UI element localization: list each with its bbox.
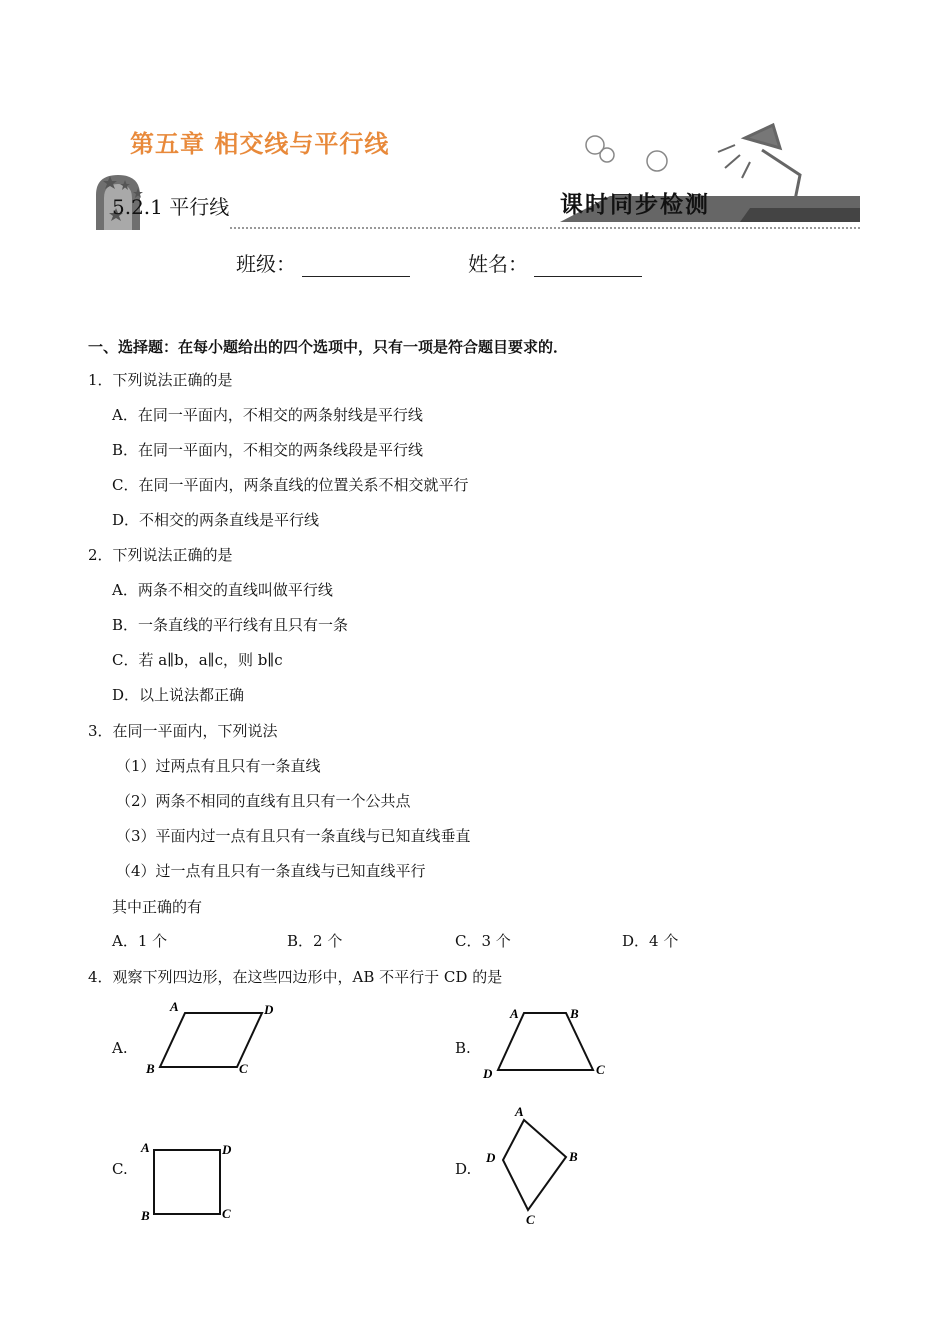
- vertex-label: A: [170, 999, 179, 1014]
- banner-title: 课时同步检测: [560, 191, 710, 218]
- question-2-option-a[interactable]: A．两条不相交的直线叫做平行线: [112, 581, 333, 599]
- vertex-label: A: [141, 1140, 150, 1155]
- section-heading: 一、选择题：在每小题给出的四个选项中，只有一项是符合题目要求的．: [88, 338, 569, 356]
- vertex-label: D: [486, 1150, 496, 1165]
- class-label: 班级：: [236, 252, 296, 276]
- question-2-option-b[interactable]: B．一条直线的平行线有且只有一条: [112, 616, 349, 634]
- section-title: 5.2.1 平行线: [112, 195, 230, 219]
- question-1-option-a[interactable]: A．在同一平面内，不相交的两条射线是平行线: [112, 406, 423, 424]
- question-2-stem: 2．下列说法正确的是: [88, 546, 233, 564]
- bubble-icon: [647, 151, 667, 171]
- vertex-label: C: [239, 1061, 248, 1076]
- question-4-option-d[interactable]: D.: [455, 1160, 472, 1178]
- question-4-stem: 4．观察下列四边形，在这些四边形中，AB 不平行于 CD 的是: [88, 968, 503, 986]
- vertex-label: C: [596, 1062, 605, 1077]
- vertex-label: A: [510, 1006, 519, 1021]
- question-1-option-d[interactable]: D．不相交的两条直线是平行线: [112, 511, 320, 529]
- class-field: [236, 248, 410, 277]
- name-field: [468, 248, 642, 277]
- desk-lamp-icon: [718, 125, 800, 200]
- question-3-statement-3: （3）平面内过一点有且只有一条直线与已知直线垂直: [116, 827, 471, 845]
- vertex-label: D: [483, 1066, 493, 1081]
- figure-a-parallelogram: [140, 995, 280, 1080]
- vertex-label: D: [264, 1002, 274, 1017]
- question-4-option-b[interactable]: B.: [455, 1039, 471, 1057]
- class-blank[interactable]: [302, 256, 410, 277]
- bubble-icon: [600, 148, 614, 162]
- question-3-statement-4: （4）过一点有且只有一条直线与已知直线平行: [116, 862, 426, 880]
- question-2-option-d[interactable]: D．以上说法都正确: [112, 686, 245, 704]
- question-3-option-c[interactable]: C．3 个: [455, 932, 511, 950]
- question-2-option-c[interactable]: C．若 a∥b，a∥c，则 b∥c: [112, 651, 283, 669]
- vertex-label: B: [146, 1061, 155, 1076]
- vertex-label: B: [569, 1149, 578, 1164]
- chapter-title: 第五章 相交线与平行线: [130, 130, 390, 158]
- question-3-statement-1: （1）过两点有且只有一条直线: [116, 757, 321, 775]
- question-3-statement-2: （2）两条不相同的直线有且只有一个公共点: [116, 792, 411, 810]
- question-3-option-b[interactable]: B．2 个: [287, 932, 343, 950]
- question-3-option-a[interactable]: A．1 个: [112, 932, 168, 950]
- question-4-option-a[interactable]: A.: [112, 1039, 128, 1057]
- question-3-stem: 3．在同一平面内，下列说法: [88, 722, 278, 740]
- figure-d-kite: [480, 1100, 590, 1230]
- question-3-tail: 其中正确的有: [112, 898, 203, 916]
- vertex-label: B: [141, 1208, 150, 1223]
- question-4-option-c[interactable]: C.: [112, 1160, 128, 1178]
- question-1-option-b[interactable]: B．在同一平面内，不相交的两条线段是平行线: [112, 441, 424, 459]
- figure-b-trapezoid: [478, 1000, 618, 1085]
- question-1-stem: 1．下列说法正确的是: [88, 371, 233, 389]
- vertex-label: A: [515, 1104, 524, 1119]
- vertex-label: D: [222, 1142, 232, 1157]
- vertex-label: C: [222, 1206, 231, 1221]
- name-blank[interactable]: [534, 256, 642, 277]
- name-label: 姓名：: [468, 252, 528, 276]
- question-3-option-d[interactable]: D．4 个: [622, 932, 679, 950]
- question-1-option-c[interactable]: C．在同一平面内，两条直线的位置关系不相交就平行: [112, 476, 469, 494]
- vertex-label: B: [570, 1006, 579, 1021]
- vertex-label: C: [526, 1212, 535, 1227]
- figure-c-square: [138, 1138, 248, 1228]
